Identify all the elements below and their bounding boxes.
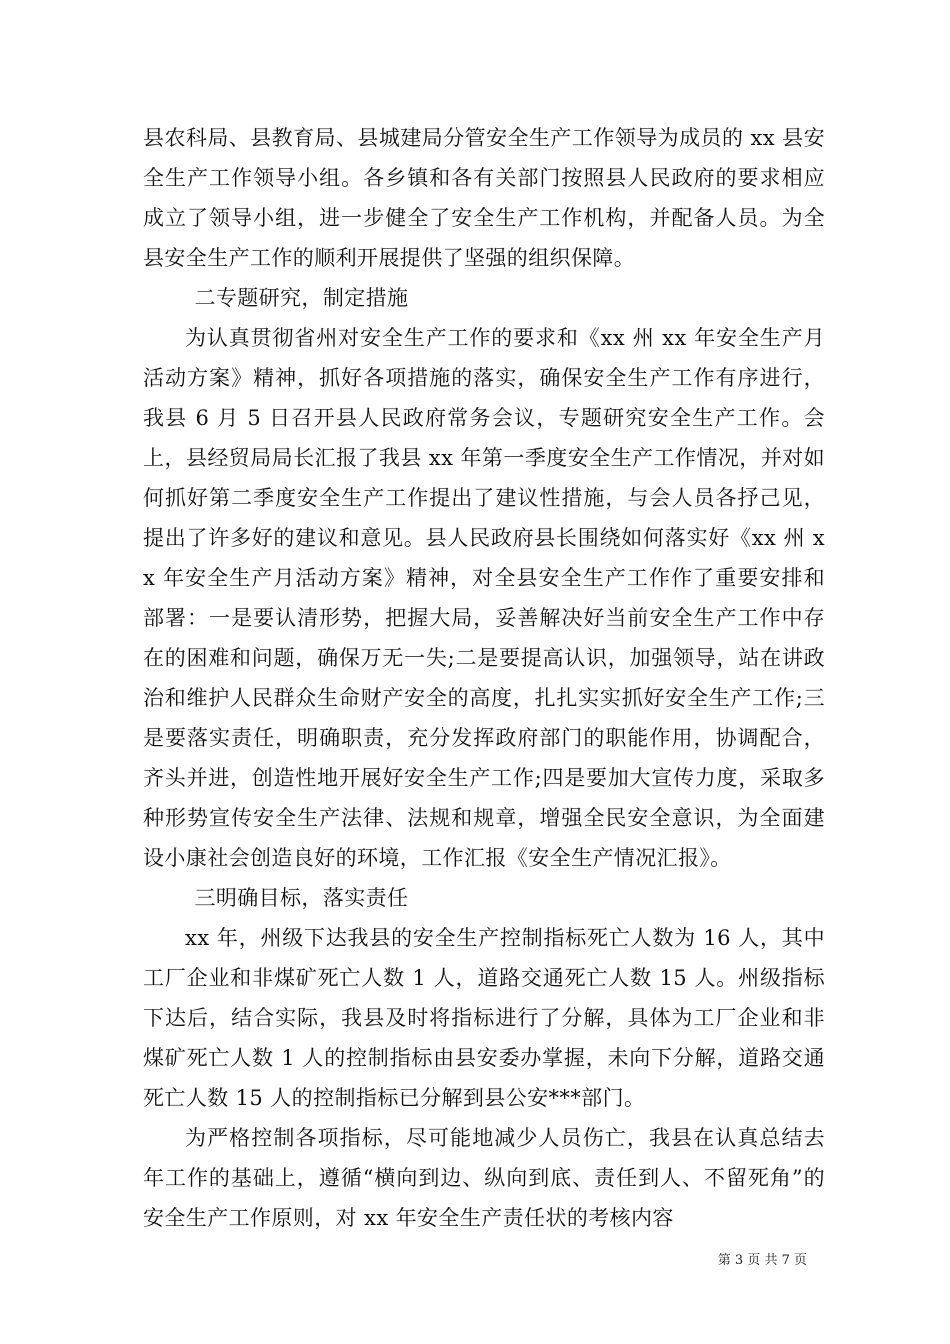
document-body xyxy=(143,118,825,1238)
page-number: 第 3 页 共 7 页 xyxy=(717,1253,807,1268)
section-heading-3: 三明确目标，落实责任 xyxy=(194,886,409,910)
paragraph-targets: xx 年，州级下达我县的安全生产控制指标死亡人数为 16 人，其中工厂企业和非煤矿死亡人数 1 人，道路交通死亡人数 15 人。州级指标下达后，结合实际，我县及时将指标进行了分解，具体为工厂企业和非煤矿死亡人数 1 人的控制指标由县安委办掌握，未向下分解，道路交通死亡人数 15 人的控制指标已分解到县公安***部门。 xyxy=(143,926,825,1110)
section-heading-2: 二专题研究，制定措施 xyxy=(194,286,409,310)
paragraph-control: 为严格控制各项指标，尽可能地减少人员伤亡，我县在认真总结去年工作的基础上，遵循“横向到边、纵向到底、责任到人、不留死角”的安全生产工作原则，对 xx 年安全生产责任状的考核内容 xyxy=(143,1126,825,1230)
paragraph-continuation: 县农科局、县教育局、县城建局分管安全生产工作领导为成员的 xx 县安全生产工作领导小组。各乡镇和各有关部门按照县人民政府的要求相应成立了领导小组，进一步健全了安全生产工作机构，并配备人员。为全县安全生产工作的顺利开展提供了坚强的组织保障。 xyxy=(143,126,825,270)
paragraph-meeting: 为认真贯彻省州对安全生产工作的要求和《xx 州 xx 年安全生产月活动方案》精神，抓好各项措施的落实，确保安全生产工作有序进行，我县 6 月 5 日召开县人民政府常务会议，专题研究安全生产工作。会上，县经贸局局长汇报了我县 xx 年第一季度安全生产工作情况，并对如何抓好第二季度安全生产工作提出了建议性措施，与会人员各抒己见，提出了许多好的建议和意见。县人民政府县长围绕如何落实好《xx 州 xx 年安全生产月活动方案》精神，对全县安全生产工作作了重要安排和部署：一是要认清形势，把握大局，妥善解决好当前安全生产工作中存在的困难和问题，确保万无一失;二是要提高认识，加强领导，站在讲政治和维护人民群众生命财产安全的高度，扎扎实实抓好安全生产工作;三是要落实责任，明确职责，充分发挥政府部门的职能作用，协调配合，齐头并进，创造性地开展好安全生产工作;四是要加大宣传力度，采取多种形势宣传安全生产法律、法规和规章，增强全民安全意识，为全面建设小康社会创造良好的环境，工作汇报《安全生产情况汇报》。 xyxy=(143,326,825,870)
